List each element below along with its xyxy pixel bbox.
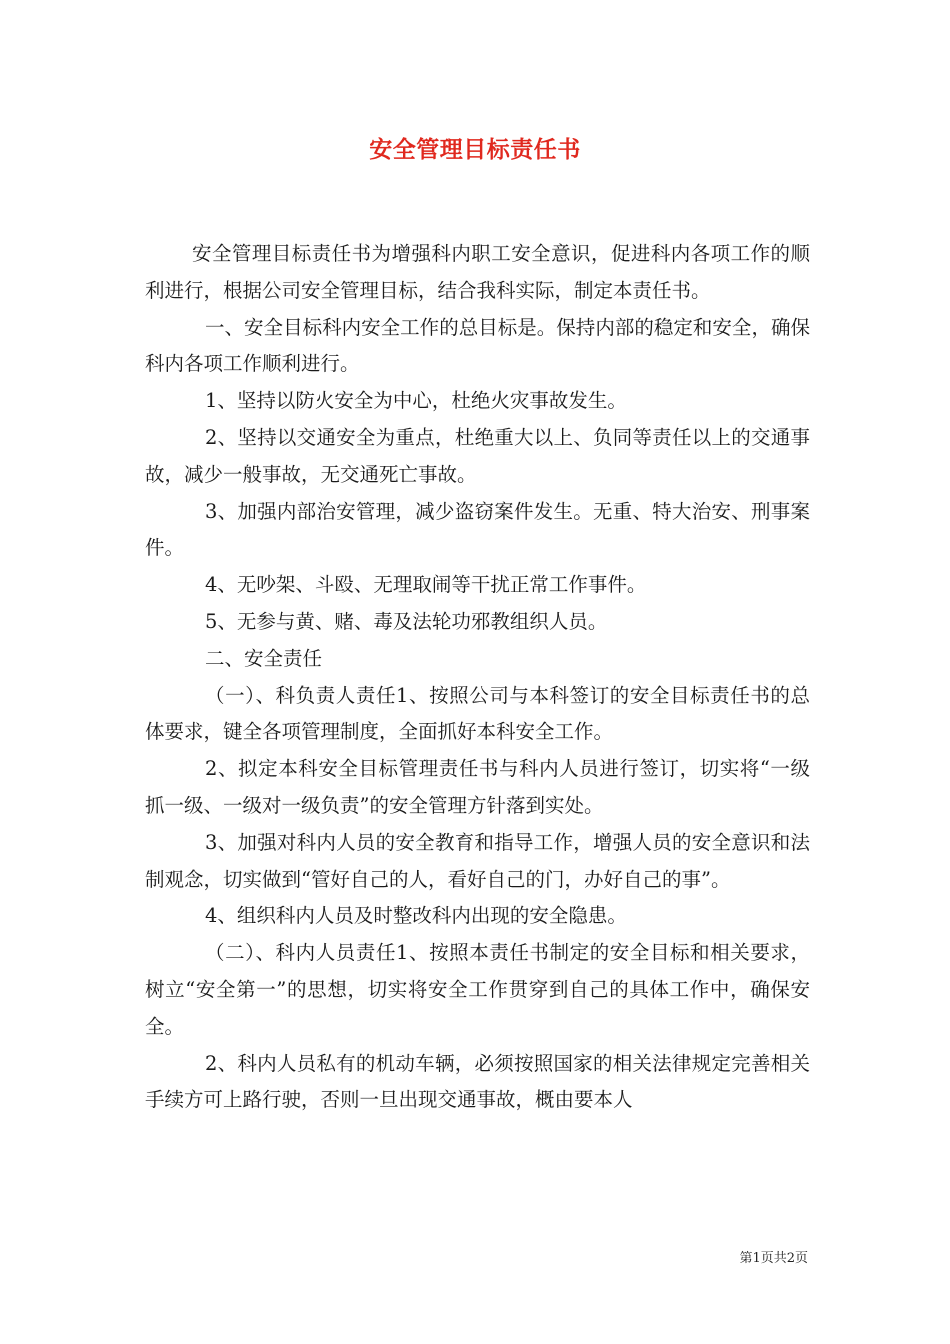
paragraph-section-2: 二、安全责任 bbox=[205, 646, 323, 670]
document-body bbox=[145, 236, 810, 1119]
paragraph-item-4: 4、无吵架、斗殴、无理取闹等干扰正常工作事件。 bbox=[205, 573, 647, 597]
paragraph-subsection-2: （二）、科内人员责任1、按照本责任书制定的安全目标和相关要求，树立“安全第一”的思想，切实将安全工作贯穿到自己的具体工作中，确保安全。 bbox=[145, 941, 810, 1038]
paragraph-item-1: 1、坚持以防火安全为中心，杜绝火灾事故发生。 bbox=[205, 389, 627, 413]
paragraph-sub-item-3: 3、加强对科内人员的安全教育和指导工作，增强人员的安全意识和法制观念，切实做到“管好自己的人，看好自己的门，办好自己的事”。 bbox=[145, 830, 810, 891]
paragraph-intro: 安全管理目标责任书为增强科内职工安全意识，促进科内各项工作的顺利进行，根据公司安全管理目标，结合我科实际，制定本责任书。 bbox=[145, 242, 810, 302]
page-number: 第1页共2页 bbox=[739, 1251, 808, 1266]
paragraph-sub-item-2: 2、拟定本科安全目标管理责任书与科内人员进行签订，切实将“一级抓一级、一级对一级负责”的安全管理方针落到实处。 bbox=[145, 757, 810, 817]
paragraph-item-5: 5、无参与黄、赌、毒及法轮功邪教组织人员。 bbox=[205, 609, 608, 633]
paragraph-subsection-1: （一）、科负责人责任1、按照公司与本科签订的安全目标责任书的总体要求，键全各项管理制度，全面抓好本科安全工作。 bbox=[145, 683, 810, 744]
paragraph-item-3: 3、加强内部治安管理，减少盗窃案件发生。无重、特大治安、刑事案件。 bbox=[145, 499, 810, 560]
document-title: 安全管理目标责任书 bbox=[369, 136, 581, 163]
paragraph-sub-item-4: 4、组织科内人员及时整改科内出现的安全隐患。 bbox=[205, 904, 627, 928]
paragraph-section-1: 一、安全目标科内安全工作的总目标是。保持内部的稳定和安全，确保科内各项工作顺利进行。 bbox=[145, 315, 810, 376]
paragraph-sub2-item-2: 2、科内人员私有的机动车辆，必须按照国家的相关法律规定完善相关手续方可上路行驶，否则一旦出现交通事故，概由要本人 bbox=[145, 1051, 810, 1112]
paragraph-item-2: 2、坚持以交通安全为重点，杜绝重大以上、负同等责任以上的交通事故，减少一般事故，无交通死亡事故。 bbox=[145, 425, 810, 486]
